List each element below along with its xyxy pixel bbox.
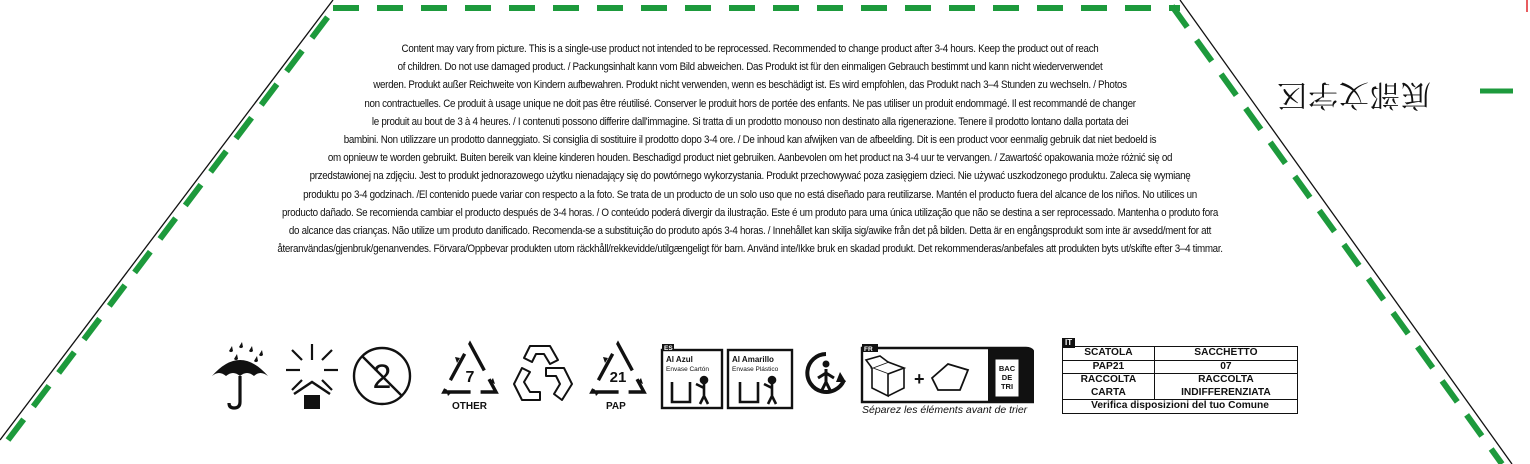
text-line: non contractuelles. Ce produit à usage unique ne doit pas être réutilisé. Conserver le produit hors de portée des enfants. Ne pas utiliser un produit endommagé. Il est recommandé de changer [364, 97, 1136, 110]
table-cell: 07 [1154, 360, 1297, 374]
do-not-reuse-icon [350, 344, 414, 408]
fr-bin-text-2: DE [1001, 373, 1013, 382]
it-footer: Verifica disposizioni del tuo Comune [1063, 400, 1298, 414]
text-line: producto dañado. Se recomienda cambiar el producto después de 3-4 horas. / O conteúdo poderá divergir da ilustração. Este é um produto para uma única utilização que não se destina a ser reprocessado. Mantenha o produto fora [282, 206, 1218, 219]
recycle-21-icon [586, 340, 650, 402]
it-tag: IT [1062, 338, 1075, 348]
recycle-7-icon [438, 340, 502, 402]
es-left-sub: Envase Cartón [666, 366, 709, 373]
fr-tag: FR [864, 346, 873, 353]
recycle-7-caption: OTHER [452, 401, 487, 412]
es-bin-person-icon-right [740, 377, 776, 404]
fr-bin-text-1: BAC [998, 364, 1016, 373]
es-right-sub: Envase Plástico [732, 366, 779, 373]
keep-away-from-sunlight-icon [280, 340, 344, 412]
text-line: do alcance das crianças. Não utilize um produto danificado. Recomenda-se a substituição do produto após 3-4 horas. / Innehållet kan skilja sig/awike från det på bilden. Detta är en engångsprodukt som inte är avsedd/ment for att [288, 225, 1212, 238]
text-line: le produit au bout de 3 à 4 heures. / I contenuti possono differire dall'immagine. Si tratta di un prodotto monouso non destinato alla rigenerazione. Tenere il prodotto lontano dalla portata dei [371, 115, 1129, 128]
table-cell: RACCOLTA INDIFFERENZIATA [1154, 374, 1297, 400]
text-line: przedstawionej na zdjęciu. Jest to produkt jednorazowego użytku nienadający się do powtórnego wykorzystania. Produkt przechowywać poza zasięgiem dzieci. Nie używać uszkodzonego produktu. Zaleca się wymianę [309, 170, 1191, 183]
text-line: Content may vary from picture. This is a single-use product not intended to be reprocessed. Recommended to change product after 3-4 hours. Keep the product out of reach [401, 43, 1099, 55]
table-row [1063, 400, 1298, 414]
table-row [1063, 347, 1298, 361]
fr-box-icon [866, 356, 904, 396]
fr-plus: + [914, 369, 925, 389]
recycle-icon [510, 340, 574, 406]
table-row [1063, 360, 1298, 374]
text-line: bambini. Non utilizzare un prodotto danneggiato. Si consiglia di sostituire il prodotto dopo 3-4 ore. / De inhoud kan afwijken van de afbeelding. Dit is een product voor eenmalig gebruik dat niet bedoeld is [343, 134, 1157, 147]
recycle-21-caption: PAP [606, 401, 626, 412]
triman-logo-icon [804, 350, 848, 398]
text-line: återanvändas/gjenbruk/genanvendes. Förvara/Oppbevar produkten utom räckhåll/rekkevidde/utilgængeligt för barn. Använd inte/Ikke bruk en skadad produkt. Det rekommenderas/anbefales att produkten byts ut/skifte efter 3–4 timmar. [277, 243, 1223, 256]
fr-bin-text-3: TRI [1000, 382, 1014, 391]
text-line: werden. Produkt außer Reichweite von Kindern aufbewahren. Produkt nicht verwenden, wenn es beschädigt ist. Es wird empfohlen, das Produkt nach 3–4 Stunden zu wechseln. / Photos [373, 79, 1127, 92]
bottom-text-area-label: 底部文字区 [1276, 77, 1431, 112]
table-cell: PAP21 [1063, 360, 1155, 374]
es-sorting-label [660, 344, 794, 410]
recycle-21-number: 21 [609, 369, 627, 386]
it-sorting-table [1062, 346, 1298, 414]
recycle-7-number: 7 [465, 369, 475, 386]
fr-sorting-caption: Séparez les éléments avant de trier [862, 404, 1028, 416]
text-line: produktu po 3-4 godzinach. /El contenido puede variar con respecto a la foto. Se trata de un producto de un solo uso que no está diseñado para reutilizarse. Mantén el producto fuera del alcance de los niños. No utilices un [303, 188, 1197, 201]
es-tag: ES [664, 345, 673, 352]
text-line: om opnieuw te worden gebruikt. Buiten bereik van kleine kinderen houden. Beschadigd product niet gebruiken. Aanbevolen om het product na 3-4 uur te vervangen. / Zawartość opakowania może różnić się od [327, 152, 1173, 165]
es-right-title: Al Amarillo [732, 355, 774, 364]
table-row [1063, 374, 1298, 400]
keep-dry-icon [208, 340, 272, 412]
table-cell: SCATOLA [1063, 347, 1155, 361]
es-bin-person-icon-left [672, 377, 708, 404]
text-line: of children. Do not use damaged product. / Packungsinhalt kann vom Bild abweichen. Das Produkt ist für den einmaligen Gebrauch bestimmt und kann nicht wiederverwendet [397, 61, 1103, 74]
table-cell: SACCHETTO [1154, 347, 1297, 361]
product-warning-text [234, 40, 1266, 258]
fr-bag-icon [932, 364, 968, 390]
es-left-title: Al Azul [666, 355, 693, 364]
table-cell: RACCOLTA CARTA [1063, 374, 1155, 400]
svg-text:2: 2 [372, 358, 392, 396]
